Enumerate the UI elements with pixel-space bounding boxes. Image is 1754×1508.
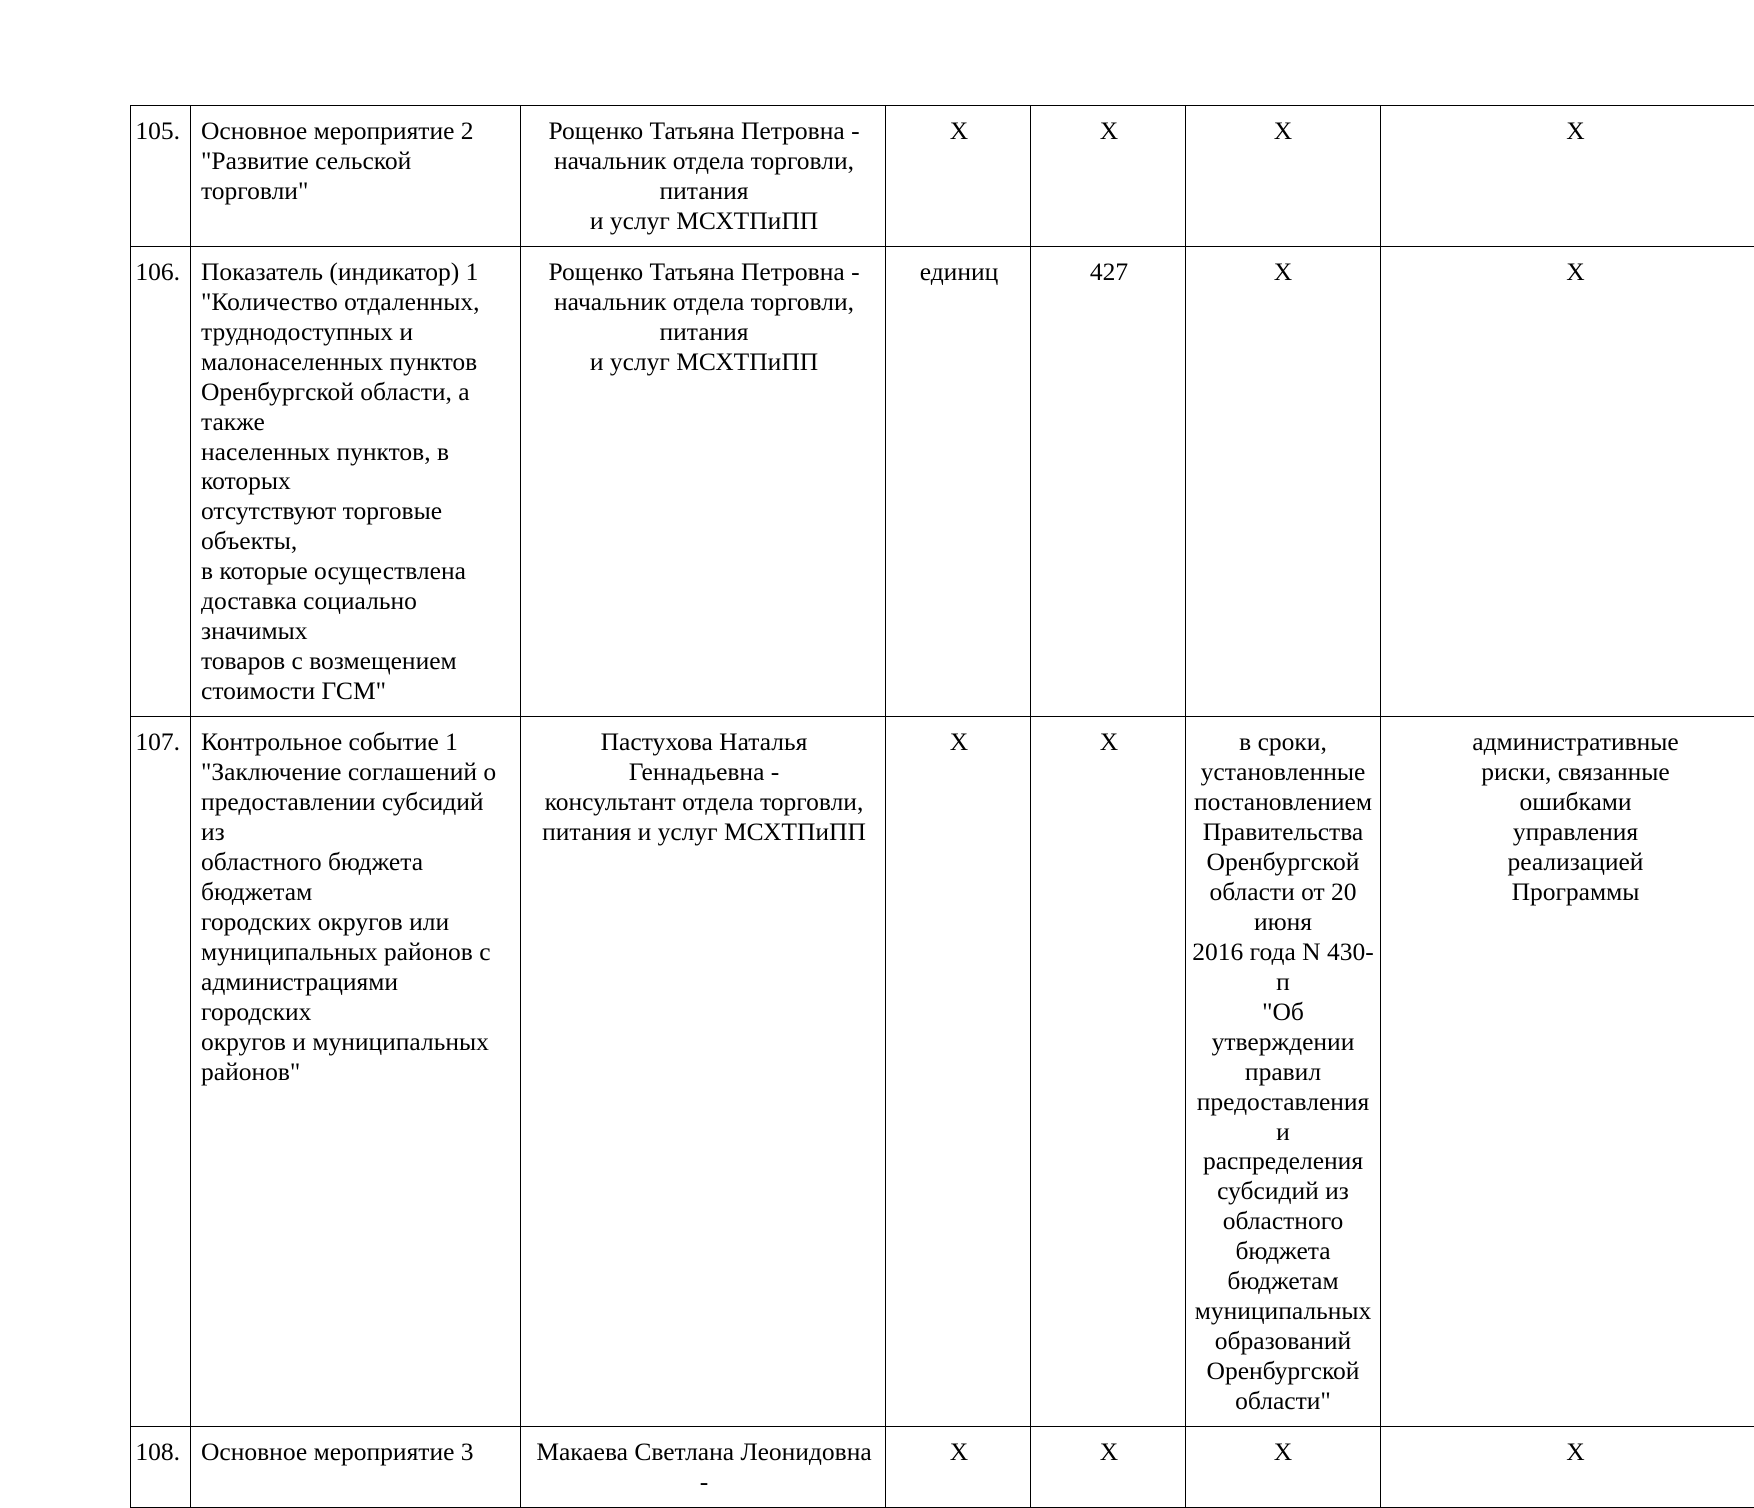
measure-name-cell-line: городских округов или (201, 907, 512, 937)
measure-name-cell-line: Оренбургской области, а также (201, 377, 512, 437)
risks-cell-line: X (1387, 116, 1754, 146)
responsible-executor-cell-line: Рощенко Татьяна Петровна - (531, 116, 877, 146)
deadline-cell-line: областного (1192, 1206, 1374, 1236)
value-cell: X (1031, 106, 1186, 247)
deadline-cell-line: X (1192, 257, 1374, 287)
responsible-executor-cell-line: и услуг МСХТПиПП (531, 206, 877, 236)
responsible-executor-cell-line: и услуг МСХТПиПП (531, 347, 877, 377)
table-row (131, 106, 1754, 247)
risks-cell-line: ошибками (1387, 787, 1754, 817)
responsible-executor-cell-line: Рощенко Татьяна Петровна - (531, 257, 877, 287)
deadline-cell-line: субсидий из (1192, 1176, 1374, 1206)
value-cell: X (1031, 1427, 1186, 1508)
deadline-cell-line: X (1192, 116, 1374, 146)
deadline-cell (1186, 246, 1381, 716)
deadline-cell-line: Оренбургской (1192, 847, 1374, 877)
risks-cell-line: X (1387, 1437, 1754, 1467)
deadline-cell-line: предоставления и (1192, 1087, 1374, 1147)
measure-name-cell-line: населенных пунктов, в которых (201, 437, 512, 497)
row-number-cell: 107. (131, 717, 191, 1427)
deadline-cell-line: Оренбургской (1192, 1356, 1374, 1386)
deadline-cell-line: распределения (1192, 1146, 1374, 1176)
risks-cell-line: административные (1387, 727, 1754, 757)
unit-cell: единиц (886, 246, 1031, 716)
measure-name-cell-line: "Заключение соглашений о (201, 757, 512, 787)
measure-name-cell-line: администрациями городских (201, 967, 512, 1027)
measure-name-cell-line: Основное мероприятие 3 (201, 1437, 512, 1467)
measure-name-cell-line: "Количество отдаленных, (201, 287, 512, 317)
deadline-cell-line: в сроки, (1192, 727, 1374, 757)
measure-name-cell-line: областного бюджета бюджетам (201, 847, 512, 907)
deadline-cell (1186, 717, 1381, 1427)
measure-name-cell-line: "Развитие сельской торговли" (201, 146, 512, 206)
measure-name-cell-line: отсутствуют торговые объекты, (201, 496, 512, 556)
unit-cell: X (886, 717, 1031, 1427)
deadline-cell-line: правил (1192, 1057, 1374, 1087)
responsible-executor-cell (521, 717, 886, 1427)
risks-cell-line: реализацией (1387, 847, 1754, 877)
measure-name-cell-line: предоставлении субсидий из (201, 787, 512, 847)
value-cell: 427 (1031, 246, 1186, 716)
unit-cell: X (886, 1427, 1031, 1508)
responsible-executor-cell-line: начальник отдела торговли, питания (531, 146, 877, 206)
measure-name-cell-line: муниципальных районов с (201, 937, 512, 967)
row-number-cell: 105. (131, 106, 191, 247)
responsible-executor-cell-line: Пастухова Наталья Геннадьевна - (531, 727, 877, 787)
responsible-executor-cell-line: Макаева Светлана Леонидовна - (531, 1437, 877, 1497)
deadline-cell-line: области" (1192, 1386, 1374, 1416)
risks-cell (1381, 246, 1754, 716)
deadline-cell (1186, 1427, 1381, 1508)
deadline-cell-line: 2016 года N 430-п (1192, 937, 1374, 997)
measure-name-cell-line: труднодоступных и (201, 317, 512, 347)
deadline-cell-line: X (1192, 1437, 1374, 1467)
table-row (131, 246, 1754, 716)
deadline-cell-line: Правительства (1192, 817, 1374, 847)
risks-cell (1381, 1427, 1754, 1508)
risks-cell (1381, 106, 1754, 247)
deadline-cell-line: установленные (1192, 757, 1374, 787)
risks-cell-line: управления (1387, 817, 1754, 847)
deadline-cell-line: "Об утверждении (1192, 997, 1374, 1057)
measure-name-cell-line: Основное мероприятие 2 (201, 116, 512, 146)
risks-cell-line: риски, связанные (1387, 757, 1754, 787)
responsible-executor-cell (521, 1427, 886, 1508)
table-row (131, 1427, 1754, 1508)
measure-name-cell-line: районов" (201, 1057, 512, 1087)
deadline-cell-line: бюджета бюджетам (1192, 1236, 1374, 1296)
measure-name-cell (191, 1427, 521, 1508)
measure-name-cell-line: малонаселенных пунктов (201, 347, 512, 377)
deadline-cell-line: образований (1192, 1326, 1374, 1356)
responsible-executor-cell-line: консультант отдела торговли, (531, 787, 877, 817)
table-body (131, 106, 1754, 1508)
responsible-executor-cell-line: начальник отдела торговли, питания (531, 287, 877, 347)
row-number-cell: 106. (131, 246, 191, 716)
unit-cell: X (886, 106, 1031, 247)
deadline-cell (1186, 106, 1381, 247)
measure-name-cell-line: Показатель (индикатор) 1 (201, 257, 512, 287)
risks-cell-line: X (1387, 257, 1754, 287)
measure-name-cell (191, 717, 521, 1427)
responsible-executor-cell (521, 246, 886, 716)
measure-name-cell (191, 106, 521, 247)
program-measures-table (130, 105, 1754, 1508)
measure-name-cell-line: доставка социально значимых (201, 586, 512, 646)
row-number-cell: 108. (131, 1427, 191, 1508)
responsible-executor-cell (521, 106, 886, 247)
measure-name-cell-line: округов и муниципальных (201, 1027, 512, 1057)
table-row (131, 717, 1754, 1427)
responsible-executor-cell-line: питания и услуг МСХТПиПП (531, 817, 877, 847)
measure-name-cell-line: товаров с возмещением (201, 646, 512, 676)
deadline-cell-line: муниципальных (1192, 1296, 1374, 1326)
measure-name-cell-line: в которые осуществлена (201, 556, 512, 586)
measure-name-cell-line: стоимости ГСМ" (201, 676, 512, 706)
measure-name-cell (191, 246, 521, 716)
measure-name-cell-line: Контрольное событие 1 (201, 727, 512, 757)
deadline-cell-line: постановлением (1192, 787, 1374, 817)
risks-cell (1381, 717, 1754, 1427)
risks-cell-line: Программы (1387, 877, 1754, 907)
value-cell: X (1031, 717, 1186, 1427)
deadline-cell-line: области от 20 июня (1192, 877, 1374, 937)
